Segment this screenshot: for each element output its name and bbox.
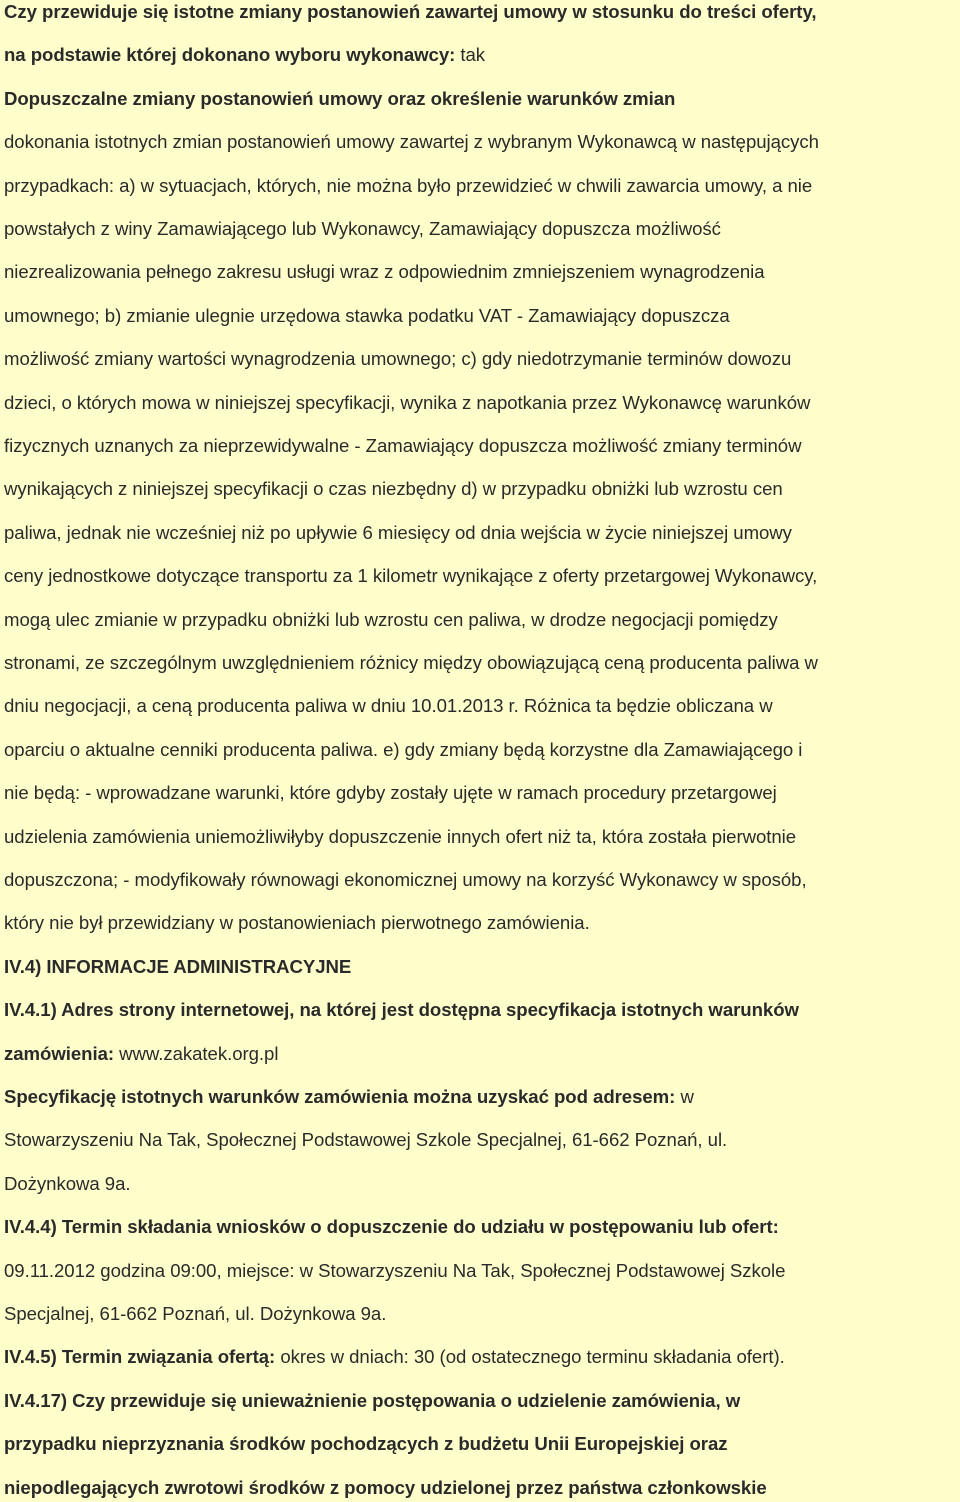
text-segment: możliwość zmiany wartości wynagrodzenia umownego; c) gdy niedotrzymanie terminów dowozu <box>4 348 792 370</box>
text-segment: mogą ulec zmianie w przypadku obniżki lub wzrostu cen paliwa, w drodze negocjacji pomiędzy <box>4 608 778 630</box>
text-line <box>4 130 960 154</box>
text-segment: stronami, ze szczególnym uwzględnieniem różnicy między obowiązującą ceną producenta paliwa w <box>4 652 818 673</box>
bold-text-segment: zamówienia: <box>4 1042 120 1064</box>
text-line <box>4 217 960 241</box>
text-line <box>4 391 960 415</box>
text-line <box>4 1432 960 1456</box>
text-line <box>4 694 960 718</box>
text-segment: dopuszczona; - modyfikowały równowagi ekonomicznej umowy na korzyść Wykonawcy w sposób, <box>4 869 807 890</box>
text-segment: w <box>680 1086 694 1107</box>
text-segment: paliwa, jednak nie wcześniej niż po upływie 6 miesięcy od dnia wejścia w życie niniejszej umowy <box>4 521 792 543</box>
text-line <box>4 521 960 545</box>
text-segment: dokonania istotnych zmian postanowień umowy zawartej z wybranym Wykonawcą w następujących <box>4 131 819 153</box>
text-segment: wynikających z niniejszej specyfikacji o czas niezbędny d) w przypadku obniżki lub wzrostu cen <box>4 478 783 500</box>
text-line <box>4 347 960 371</box>
bold-text-segment: IV.4) INFORMACJE ADMINISTRACYJNE <box>4 955 352 977</box>
text-line <box>4 868 960 892</box>
text-line <box>4 1259 960 1283</box>
text-line <box>4 174 960 198</box>
text-line <box>4 477 960 501</box>
text-segment: Stowarzyszeniu Na Tak, Społecznej Podstawowej Szkole Specjalnej, 61-662 Poznań, ul. <box>4 1129 728 1151</box>
bold-text-segment: Czy przewiduje się istotne zmiany postanowień zawartej umowy w stosunku do treści oferty, <box>4 1 817 22</box>
text-line <box>4 825 960 849</box>
bold-text-segment: IV.4.5) Termin związania ofertą: <box>4 1346 281 1368</box>
text-line <box>4 0 960 24</box>
text-line <box>4 651 960 675</box>
text-line <box>4 1302 960 1326</box>
text-segment: oparciu o aktualne cenniki producenta paliwa. e) gdy zmiany będą korzystne dla Zamawiającego i <box>4 738 803 760</box>
text-segment: Specjalnej, 61-662 Poznań, ul. Dożynkowa 9a. <box>4 1303 387 1324</box>
bold-text-segment: niepodlegających zwrotowi środków z pomocy udzielonej przez państwa członkowskie <box>4 1476 767 1498</box>
text-line <box>4 1345 960 1369</box>
bold-text-segment: IV.4.17) Czy przewiduje się unieważnienie postępowania o udzielenie zamówienia, w <box>4 1389 741 1411</box>
text-segment: www.zakatek.org.pl <box>119 1042 279 1064</box>
text-segment: przypadkach: a) w sytuacjach, których, nie można było przewidzieć w chwili zawarcia umowy, a nie <box>4 174 813 196</box>
text-line <box>4 911 960 935</box>
text-line <box>4 1172 960 1196</box>
text-line <box>4 1215 960 1239</box>
text-line <box>4 781 960 805</box>
text-line <box>4 434 960 458</box>
text-segment: fizycznych uznanych za nieprzewidywalne - Zamawiający dopuszcza możliwość zmiany terminów <box>4 435 802 456</box>
bold-text-segment: Specyfikację istotnych warunków zamówienia można uzyskać pod adresem: <box>4 1086 681 1107</box>
text-segment: nie będą: - wprowadzane warunki, które gdyby zostały ujęte w ramach procedury przetargowej <box>4 782 777 804</box>
text-segment: Dożynkowa 9a. <box>4 1172 131 1194</box>
text-segment: ceny jednostkowe dotyczące transportu za 1 kilometr wynikające z oferty przetargowej Wykonawcy, <box>4 565 818 587</box>
text-segment: dzieci, o których mowa w niniejszej specyfikacji, wynika z napotkania przez Wykonawcę warunków <box>4 391 811 413</box>
text-line <box>4 1042 960 1066</box>
text-line <box>4 1085 960 1109</box>
text-segment: tak <box>460 44 486 66</box>
bold-text-segment: IV.4.1) Adres strony internetowej, na której jest dostępna specyfikacja istotnych warunków <box>4 999 799 1021</box>
text-segment: udzielenia zamówienia uniemożliwiłyby dopuszczenie innych ofert niż ta, która została pierwotnie <box>4 825 797 847</box>
text-segment: powstałych z winy Zamawiającego lub Wykonawcy, Zamawiający dopuszcza możliwość <box>4 218 721 239</box>
text-line <box>4 1128 960 1152</box>
text-line <box>4 1389 960 1413</box>
text-line <box>4 955 960 979</box>
text-line <box>4 43 960 67</box>
text-line <box>4 87 960 111</box>
bold-text-segment: na podstawie której dokonano wyboru wykonawcy: <box>4 44 461 66</box>
text-line <box>4 564 960 588</box>
text-segment: umownego; b) zmianie ulegnie urzędowa stawka podatku VAT - Zamawiający dopuszcza <box>4 304 730 326</box>
bold-text-segment: przypadku nieprzyznania środków pochodzących z budżetu Unii Europejskiej oraz <box>4 1433 728 1455</box>
text-segment: okres w dniach: 30 (od ostatecznego terminu składania ofert). <box>280 1346 785 1368</box>
text-segment: niezrealizowania pełnego zakresu usługi wraz z odpowiednim zmniejszeniem wynagrodzenia <box>4 261 765 283</box>
text-line <box>4 608 960 632</box>
text-line <box>4 260 960 284</box>
text-segment: który nie był przewidziany w postanowieniach pierwotnego zamówienia. <box>4 912 590 934</box>
text-segment: dniu negocjacji, a ceną producenta paliwa w dniu 10.01.2013 r. Różnica ta będzie obliczana w <box>4 695 773 717</box>
text-line <box>4 738 960 762</box>
text-line <box>4 1476 960 1500</box>
bold-text-segment: IV.4.4) Termin składania wniosków o dopuszczenie do udziału w postępowaniu lub ofert: <box>4 1216 779 1238</box>
bold-text-segment: Dopuszczalne zmiany postanowień umowy oraz określenie warunków zmian <box>4 87 676 109</box>
text-segment: 09.11.2012 godzina 09:00, miejsce: w Stowarzyszeniu Na Tak, Społecznej Podstawowej Szkole <box>4 1259 786 1281</box>
text-line <box>4 998 960 1022</box>
text-line <box>4 304 960 328</box>
